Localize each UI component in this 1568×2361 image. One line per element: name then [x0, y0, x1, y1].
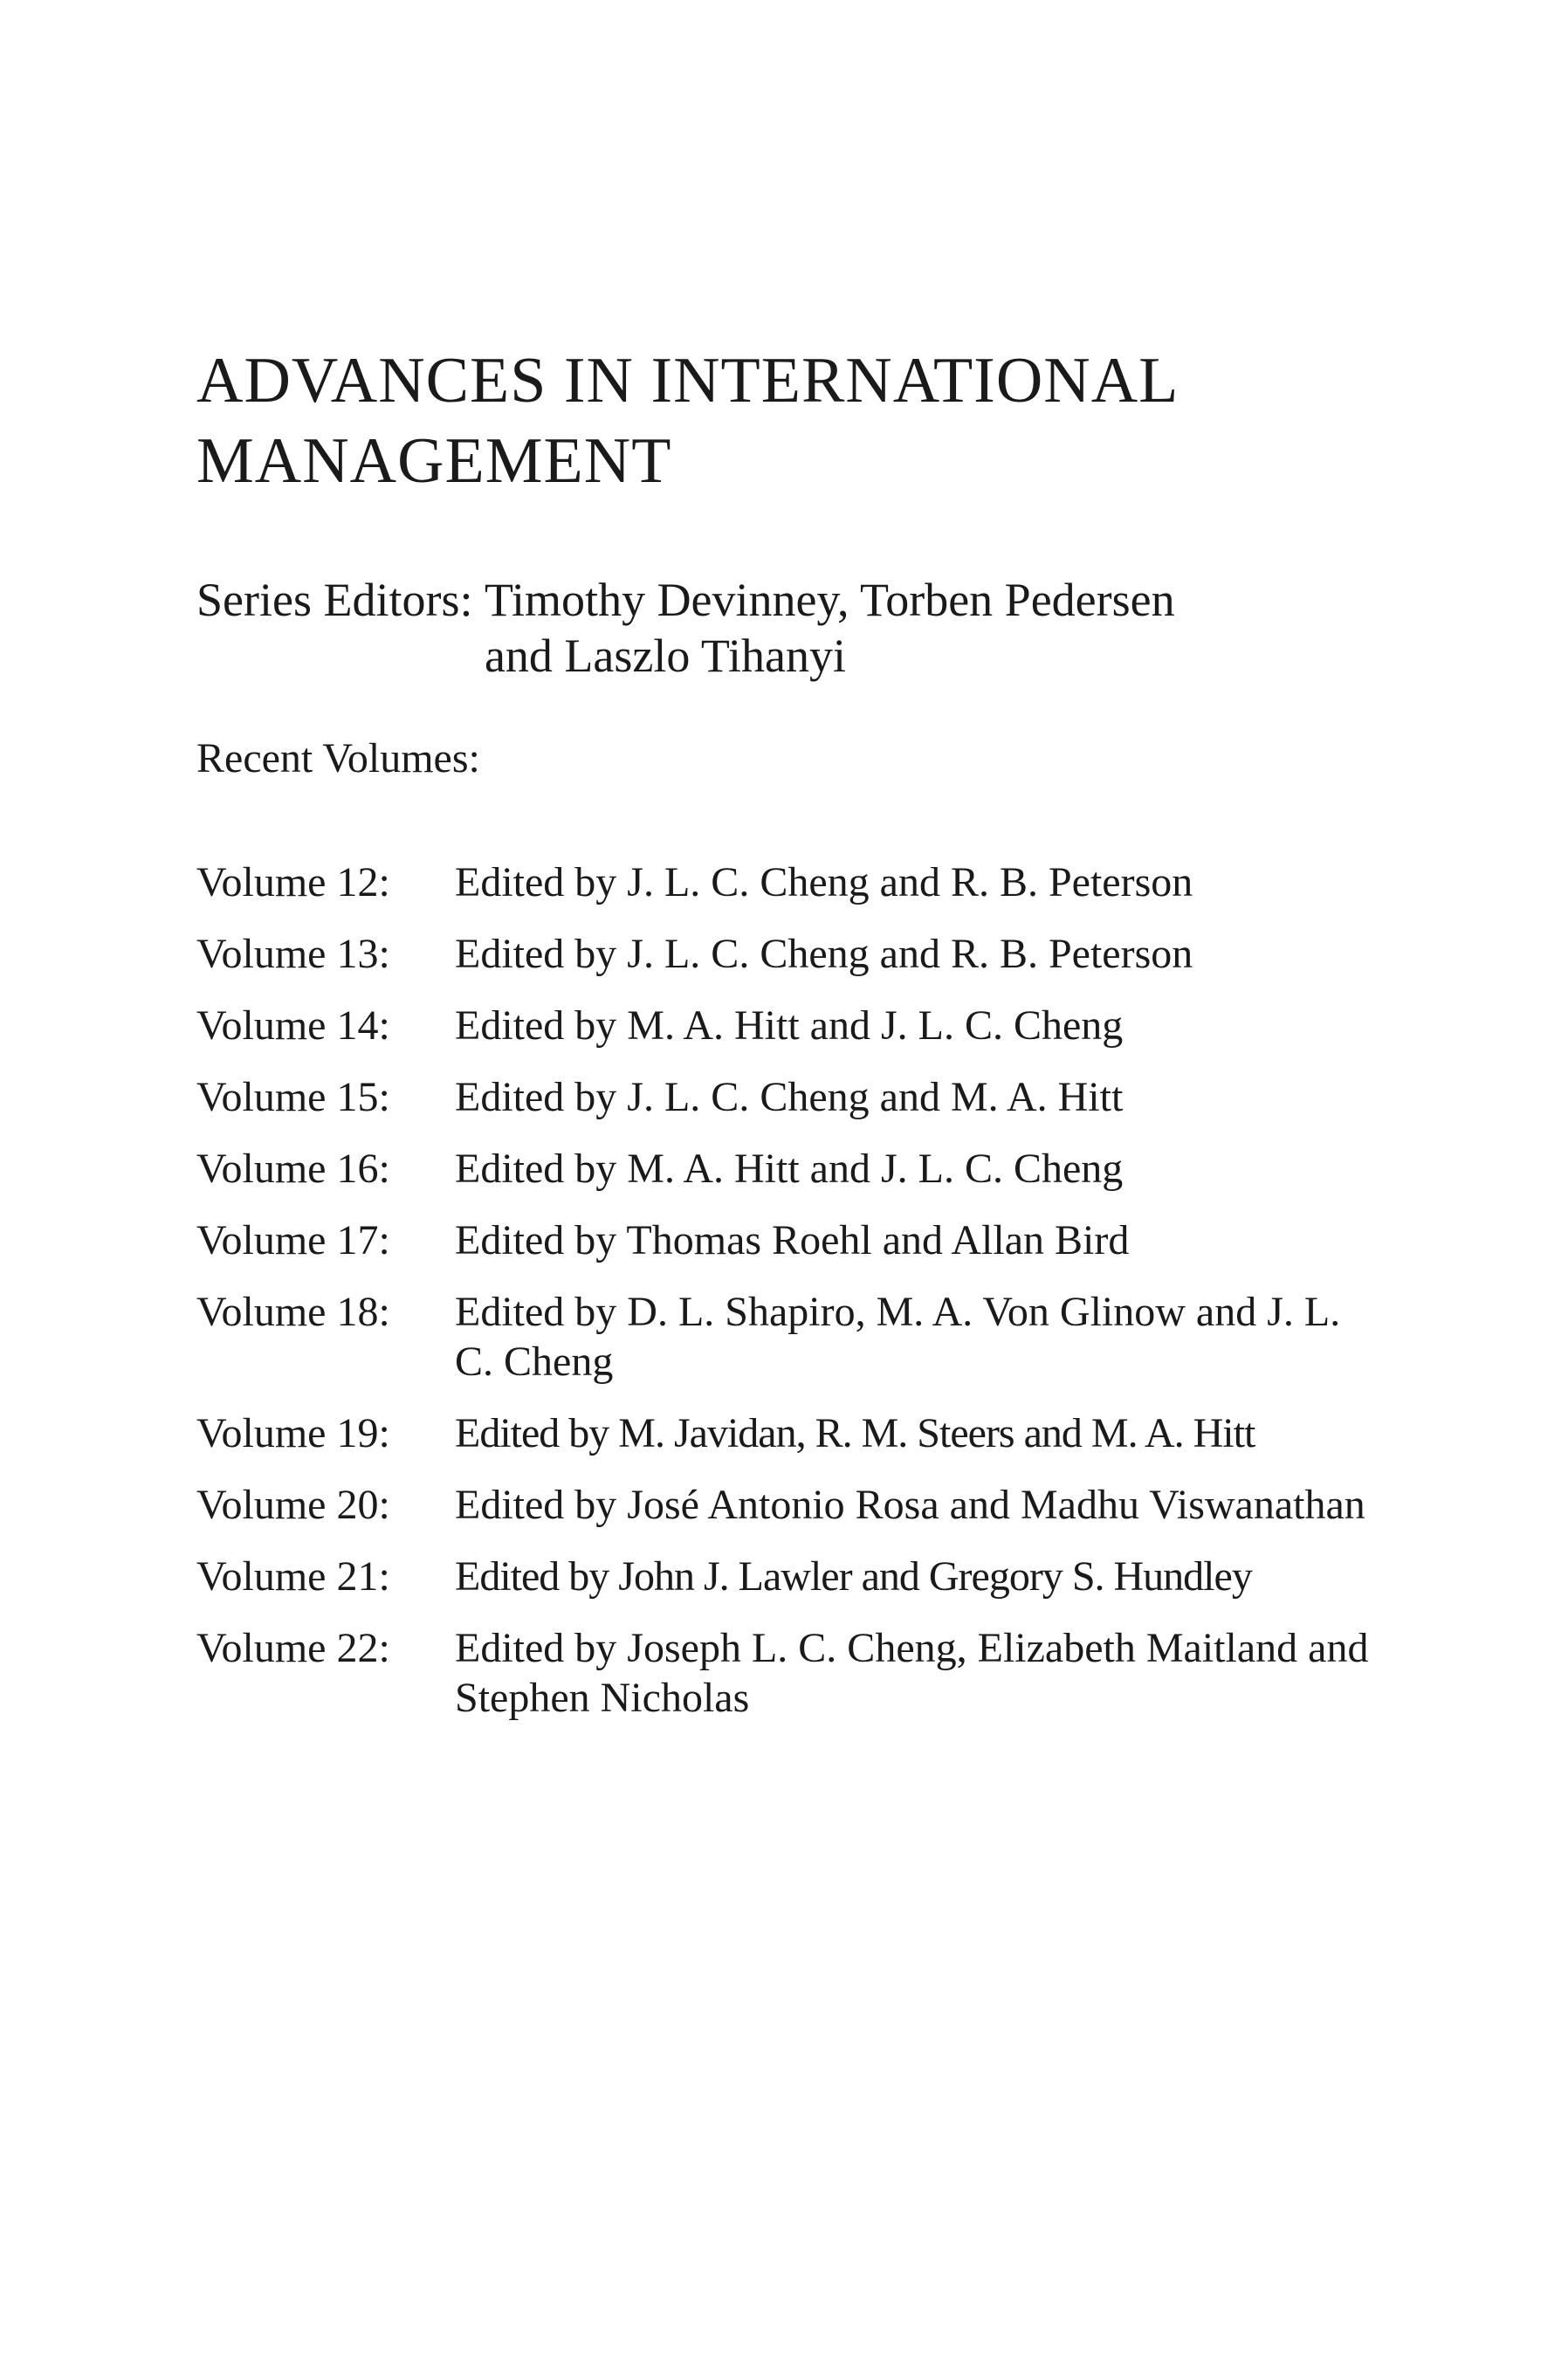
volume-editors: Edited by M. A. Hitt and J. L. C. Cheng [455, 1002, 1124, 1049]
volume-editors: Edited by John J. Lawler and Gregory S. Hundley [455, 1553, 1252, 1600]
series-title-line-1: ADVANCES IN INTERNATIONAL [196, 345, 1179, 416]
volume-number: Volume 16: [196, 1146, 390, 1192]
series-editors-names: Timothy Devinney, Torben Pedersen and Laszlo Tihanyi [484, 574, 1175, 682]
series-editors-label: Series Editors: [196, 574, 485, 626]
volume-editors: Edited by Thomas Roehl and Allan Bird [455, 1217, 1130, 1263]
volume-entry [196, 929, 1380, 979]
volume-number: Volume 21: [196, 1553, 390, 1600]
volume-editors: Edited by M. A. Hitt and J. L. C. Cheng [455, 1146, 1124, 1192]
volume-number: Volume 14: [196, 1002, 390, 1049]
volume-number: Volume 20: [196, 1482, 390, 1528]
volume-entry [196, 1001, 1380, 1050]
volume-number: Volume 13: [196, 931, 390, 977]
recent-volumes-heading: Recent Volumes: [196, 735, 480, 781]
volume-entry [196, 1287, 1380, 1387]
volume-editors: Edited by D. L. Shapiro, M. A. Von Glinow and J. L. C. Cheng [455, 1289, 1341, 1385]
series-editors [196, 572, 1183, 684]
volume-editors: Edited by J. L. C. Cheng and R. B. Peterson [455, 931, 1193, 977]
volume-entry [196, 1552, 1380, 1601]
volume-number: Volume 17: [196, 1217, 390, 1263]
volume-number: Volume 12: [196, 859, 390, 905]
volume-number: Volume 22: [196, 1625, 390, 1671]
volume-number: Volume 18: [196, 1289, 390, 1335]
volume-number: Volume 15: [196, 1074, 390, 1120]
volume-entry [196, 1623, 1380, 1723]
volume-editors: Edited by Joseph L. C. Cheng, Elizabeth Maitland and Stephen Nicholas [455, 1625, 1369, 1721]
volume-entry [196, 1408, 1380, 1458]
volume-editors: Edited by José Antonio Rosa and Madhu Viswanathan [455, 1482, 1365, 1528]
volume-entry [196, 1144, 1380, 1194]
series-title-line-2: MANAGEMENT [196, 425, 672, 497]
volume-list [196, 857, 1380, 1745]
volume-entry [196, 857, 1380, 907]
volume-entry [196, 1215, 1380, 1265]
volume-editors: Edited by M. Javidan, R. M. Steers and M. A. Hitt [455, 1410, 1255, 1456]
volume-editors: Edited by J. L. C. Cheng and M. A. Hitt [455, 1074, 1124, 1120]
series-title [196, 341, 1179, 501]
volume-editors: Edited by J. L. C. Cheng and R. B. Peterson [455, 859, 1193, 905]
volume-entry [196, 1480, 1380, 1530]
volume-entry [196, 1072, 1380, 1122]
volume-number: Volume 19: [196, 1410, 390, 1456]
